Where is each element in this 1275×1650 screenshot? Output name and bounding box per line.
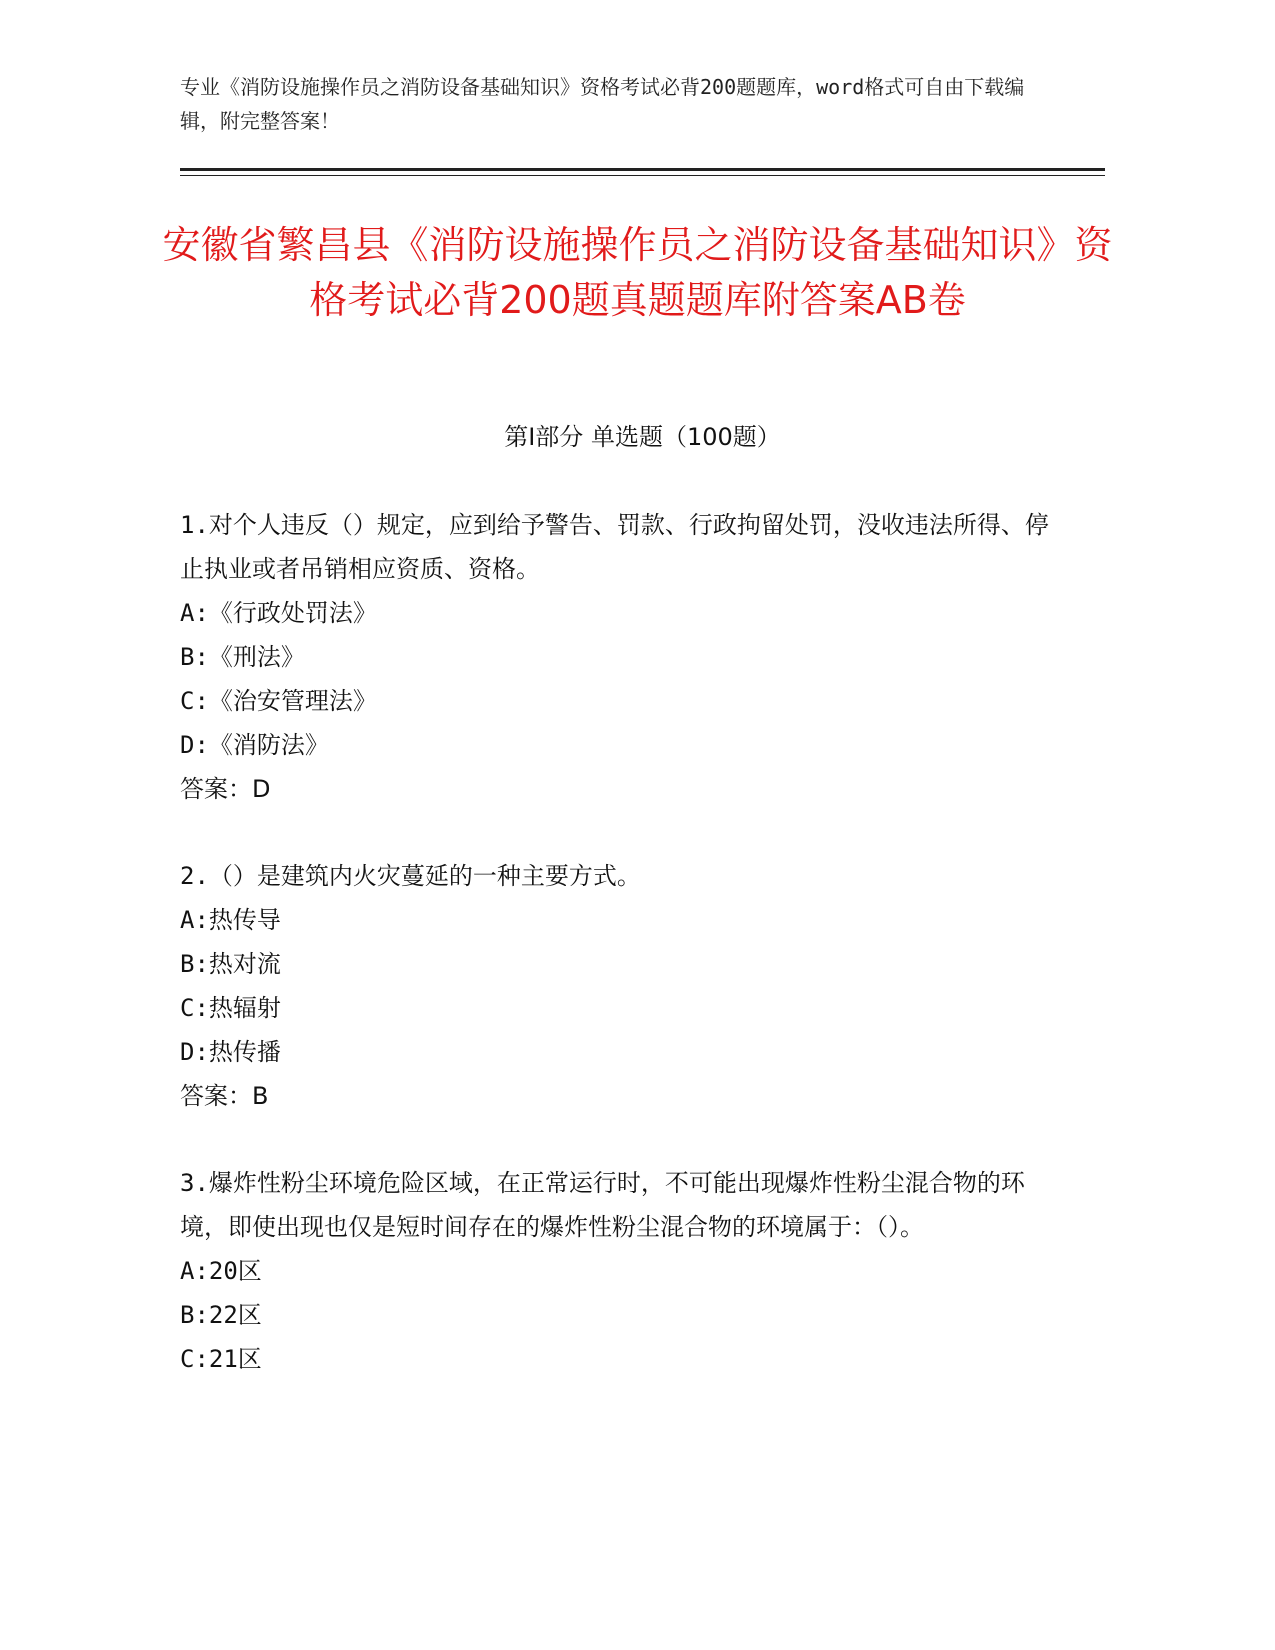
question-stem: 2.（）是建筑内火灾蔓延的一种主要方式。: [180, 862, 641, 890]
answer-line: 答案：D: [180, 775, 271, 803]
question-1: [180, 503, 1060, 811]
question-2: [180, 854, 1060, 1118]
option-c: C:热辐射: [180, 994, 281, 1022]
option-a: A:《行政处罚法》: [180, 599, 377, 627]
option-c: C:《治安管理法》: [180, 687, 377, 715]
header-divider-thick: [180, 168, 1105, 171]
question-list: [180, 503, 1060, 1424]
option-d: D:热传播: [180, 1038, 281, 1066]
header-note: 专业《消防设施操作员之消防设备基础知识》资格考试必背200题题库，word格式可自由下载编辑，附完整答案！: [180, 75, 1025, 133]
section-title: 第Ⅰ部分 单选题（100题）: [504, 423, 781, 451]
option-c: C:21区: [180, 1345, 262, 1373]
question-stem: 1.对个人违反（）规定，应到给予警告、罚款、行政拘留处罚，没收违法所得、停止执业或者吊销相应资质、资格。: [180, 511, 1049, 583]
option-b: B:热对流: [180, 950, 281, 978]
option-d: D:《消防法》: [180, 731, 329, 759]
answer-line: 答案：B: [180, 1082, 269, 1110]
option-a: A:热传导: [180, 906, 281, 934]
option-b: B:《刑法》: [180, 643, 305, 671]
option-a: A:20区: [180, 1257, 262, 1285]
option-b: B:22区: [180, 1301, 262, 1329]
question-3: [180, 1161, 1060, 1381]
document-title: 安徽省繁昌县《消防设施操作员之消防设备基础知识》资格考试必背200题真题题库附答案AB卷: [162, 223, 1113, 322]
header-divider-thin: [180, 175, 1105, 176]
question-stem: 3.爆炸性粉尘环境危险区域，在正常运行时，不可能出现爆炸性粉尘混合物的环境，即使出现也仅是短时间存在的爆炸性粉尘混合物的环境属于：（）。: [180, 1169, 1025, 1241]
